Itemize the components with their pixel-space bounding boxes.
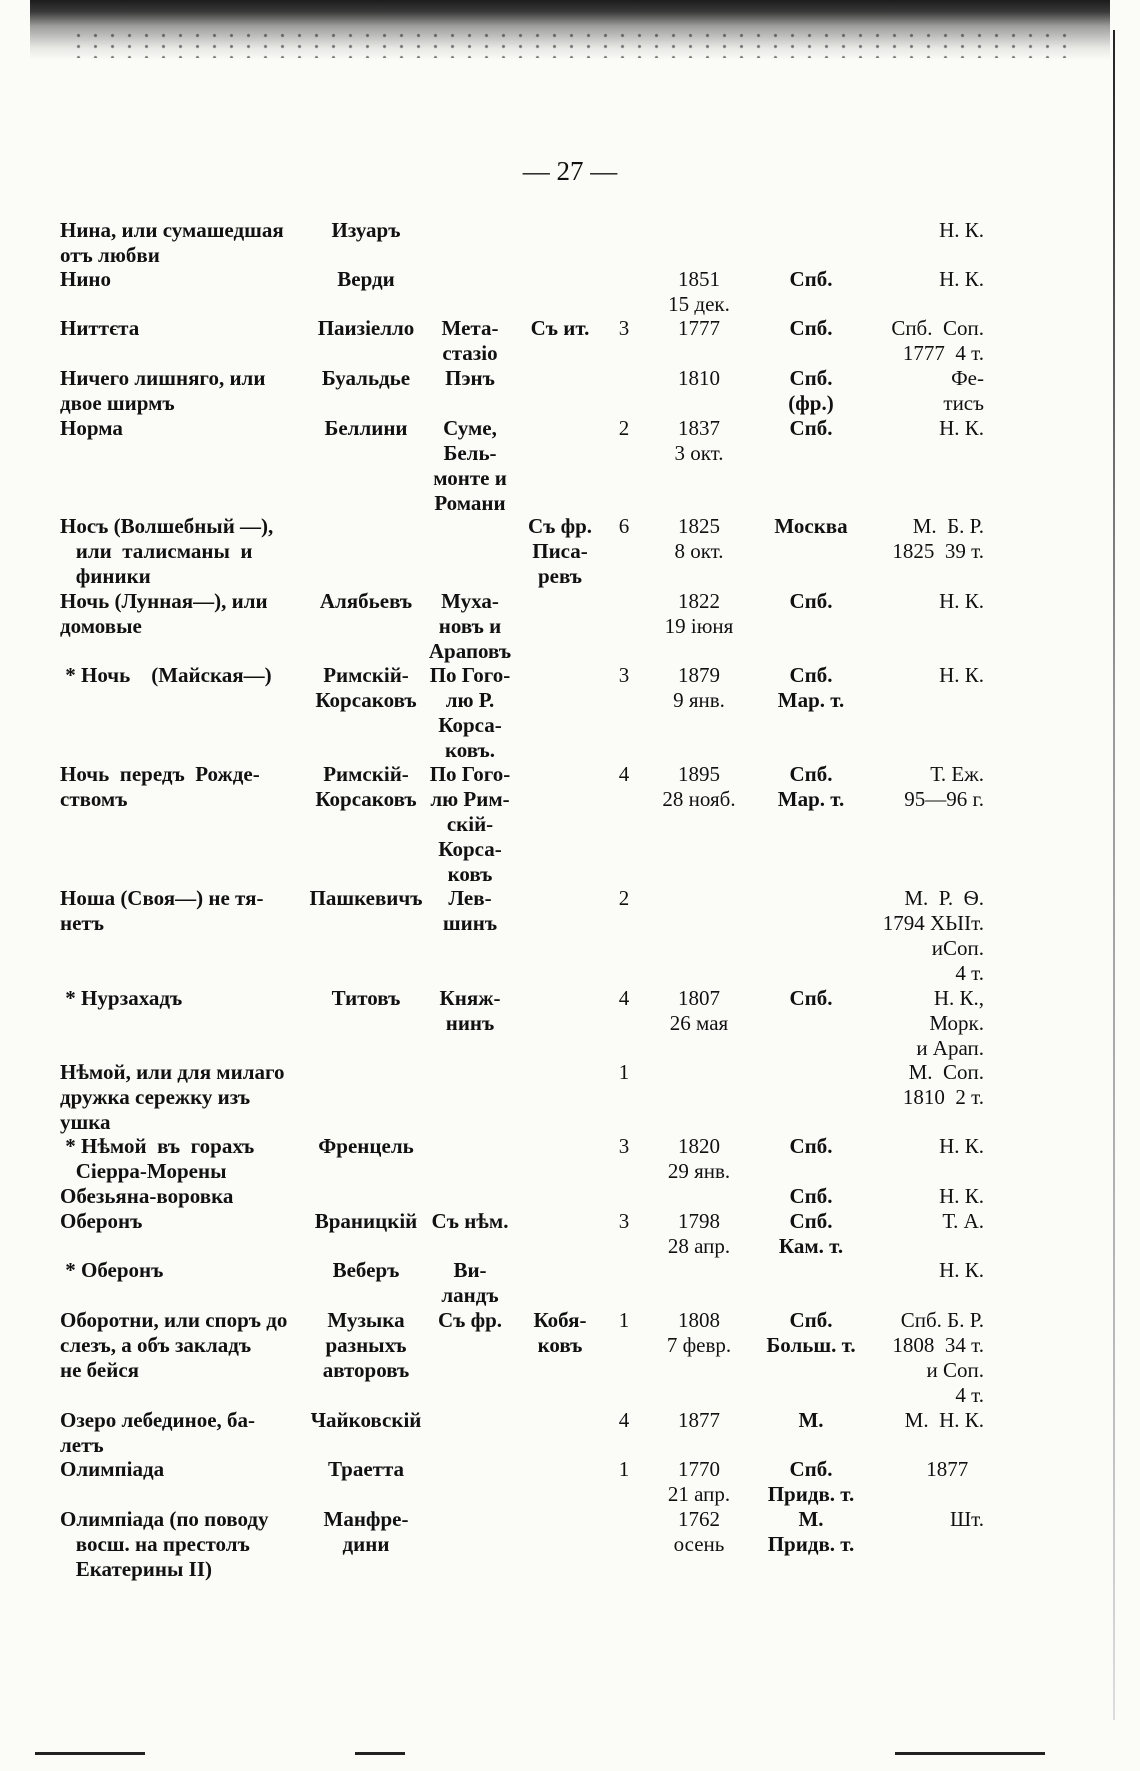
title-cell: Нино (60, 267, 112, 291)
source-cell: М. Н. К. (904, 1408, 984, 1432)
title-cell: * Оберонъ (60, 1258, 164, 1282)
source-cell: Н. К. (939, 1258, 984, 1282)
place-cell: Спб. (789, 589, 833, 613)
acts-cell: 2 (618, 416, 630, 440)
date-cell: 1807 26 мая (669, 986, 729, 1035)
source-cell: Н. К. (939, 589, 984, 613)
place-cell: Спб. Мар. т. (777, 762, 845, 811)
scan-shadow-top (30, 0, 1110, 60)
title-cell: Носъ (Волшебный —), или талисманы и финики (60, 514, 274, 588)
libretto-cell: Княж- нинъ (439, 986, 501, 1035)
composer-cell: Титовъ (331, 986, 401, 1010)
place-cell: Спб. (789, 1134, 833, 1158)
composer-cell: Римскій- Корсаковъ (315, 762, 417, 811)
place-cell: Спб. Кам. т. (778, 1209, 844, 1258)
libretto-cell: Суме, Бель- монте и Романи (433, 416, 507, 515)
title-cell: Ноша (Своя—) не тя- нетъ (60, 886, 264, 935)
libretto-cell: Съ фр. (437, 1308, 503, 1332)
source-cell: Т. А. (942, 1209, 984, 1233)
title-cell: * Нурзахадъ (60, 986, 183, 1010)
scan-mark-bottom-right (895, 1752, 1045, 1755)
place-cell: Спб. Мар. т. (777, 663, 845, 712)
date-cell: 1810 (678, 366, 720, 390)
date-cell: 1820 29 янв. (667, 1134, 731, 1183)
date-cell: 1822 19 іюня (664, 589, 734, 638)
place-cell: Москва (774, 514, 848, 538)
title-cell: Ниттєта (60, 316, 140, 340)
date-cell: 1808 7 февр. (666, 1308, 732, 1357)
libretto-cell: Лев- шинъ (442, 886, 498, 935)
acts-cell: 3 (618, 663, 630, 687)
title-cell: * Нѣмой въ горахъ Сіерра-Морены (65, 1134, 255, 1183)
place-cell: Спб. Больш. т. (766, 1308, 856, 1357)
place-cell: Спб. Придв. т. (767, 1457, 855, 1506)
composer-cell: Верди (337, 267, 395, 291)
date-cell: 1851 15 дек. (668, 267, 730, 316)
libretto-cell: Мета- стазіо (441, 316, 499, 365)
place-cell: Спб. (789, 986, 833, 1010)
date-cell: 1798 28 апр. (667, 1209, 731, 1258)
source-cell: Н. К. (939, 1134, 984, 1158)
title-cell: Озеро лебединое, ба- летъ (60, 1408, 256, 1457)
translator-cell: Съ ит. (530, 316, 590, 340)
source-cell: Н. К. (939, 1184, 984, 1208)
composer-cell: Траетта (327, 1457, 405, 1481)
libretto-cell: По Гого- лю Р. Корса- ковъ. (429, 663, 511, 762)
composer-cell: Пашкевичъ (309, 886, 423, 910)
source-cell: 1877 (926, 1457, 984, 1481)
acts-cell: 3 (618, 1134, 630, 1158)
scan-mark-bottom-center (355, 1752, 405, 1755)
source-cell: Н. К., Морк. и Арап. (916, 986, 984, 1060)
source-cell: Н. К. (939, 416, 984, 440)
composer-cell: Чайковскій (310, 1408, 422, 1432)
composer-cell: Паизіелло (317, 316, 415, 340)
libretto-cell: По Гого- лю Рим- скій- Корса- ковъ (429, 762, 511, 886)
page-number: — 27 — (522, 156, 618, 186)
composer-cell: Веберъ (332, 1258, 400, 1282)
source-cell: М. Соп. 1810 2 т. (902, 1060, 984, 1109)
place-cell: М. Придв. т. (767, 1507, 855, 1556)
translator-cell: Кобя- ковъ (533, 1308, 587, 1357)
source-cell: Шт. (949, 1507, 984, 1531)
title-cell: Нина, или сумашедшая отъ любви (60, 218, 284, 267)
place-cell: М. (798, 1408, 824, 1432)
date-cell: 1777 (678, 316, 720, 340)
source-cell: Спб. Б. Р. 1808 34 т. и Соп. 4 т. (892, 1308, 984, 1407)
libretto-cell: Пэнъ (445, 366, 495, 390)
scan-mark-bottom-left (35, 1752, 145, 1755)
date-cell: 1825 8 окт. (674, 514, 724, 563)
page-edge-right (1113, 30, 1115, 1720)
acts-cell: 1 (618, 1308, 630, 1332)
composer-cell: Френцель (318, 1134, 414, 1158)
composer-cell: Алябьевъ (319, 589, 413, 613)
date-cell: 1837 3 окт. (674, 416, 724, 465)
source-cell: Спб. Соп. 1777 4 т. (891, 316, 984, 365)
place-cell: Спб. (фр.) (788, 366, 834, 415)
acts-cell: 4 (618, 762, 630, 786)
source-cell: М. Б. Р. 1825 39 т. (892, 514, 984, 563)
place-cell: Спб. (789, 1184, 833, 1208)
source-cell: Фе- тисъ (943, 366, 984, 415)
libretto-cell: Ви- ландъ (441, 1258, 499, 1307)
acts-cell: 3 (618, 1209, 630, 1233)
source-cell: Н. К. (939, 267, 984, 291)
composer-cell: Музыка разныхъ авторовъ (322, 1308, 410, 1382)
composer-cell: Римскій- Корсаковъ (315, 663, 417, 712)
source-cell: Н. К. (939, 663, 984, 687)
title-cell: Ночь (Лунная—), или домовые (60, 589, 268, 638)
composer-cell: Буальдье (321, 366, 411, 390)
date-cell: 1877 (678, 1408, 720, 1432)
source-cell: Н. К. (939, 218, 984, 242)
acts-cell: 1 (618, 1457, 630, 1481)
place-cell: Спб. (789, 267, 833, 291)
date-cell: 1895 28 нояб. (662, 762, 736, 811)
composer-cell: Изуаръ (331, 218, 401, 242)
composer-cell: Беллини (324, 416, 408, 440)
place-cell: Спб. (789, 316, 833, 340)
title-cell: Нѣмой, или для милаго дружка сережку изъ ушка (60, 1060, 285, 1134)
source-cell: Т. Еж. 95—96 г. (904, 762, 984, 811)
title-cell: Оберонъ (60, 1209, 143, 1233)
acts-cell: 3 (618, 316, 630, 340)
title-cell: Олимпіада (60, 1457, 165, 1481)
date-cell: 1879 9 янв. (673, 663, 725, 712)
title-cell: Оборотни, или споръ до слезъ, а объ закладъ не бейся (60, 1308, 288, 1382)
acts-cell: 4 (618, 1408, 630, 1432)
translator-cell: Съ фр. Писа- ревъ (527, 514, 593, 588)
date-cell: 1762 осень (673, 1507, 725, 1556)
acts-cell: 4 (618, 986, 630, 1010)
title-cell: * Ночь (Майская—) (60, 663, 272, 687)
acts-cell: 1 (618, 1060, 630, 1084)
libretto-cell: Съ нѣм. (431, 1209, 509, 1233)
source-cell: М. Р. Ѳ. 1794 ХЬІІт. иСоп. 4 т. (882, 886, 984, 985)
title-cell: Олимпіада (по поводу восш. на престолъ Екатерины II) (60, 1507, 269, 1581)
place-cell: Спб. (789, 416, 833, 440)
date-cell: 1770 21 апр. (667, 1457, 731, 1506)
acts-cell: 6 (618, 514, 630, 538)
title-cell: Ночь передъ Рожде- ствомъ (60, 762, 260, 811)
title-cell: Обезьяна-воровка (60, 1184, 234, 1208)
acts-cell: 2 (618, 886, 630, 910)
title-cell: Ничего лишняго, или двое ширмъ (60, 366, 266, 415)
composer-cell: Враницкій (314, 1209, 418, 1233)
title-cell: Норма (60, 416, 123, 440)
composer-cell: Манфре- дини (323, 1507, 409, 1556)
libretto-cell: Муха- новъ и Араповъ (428, 589, 512, 663)
